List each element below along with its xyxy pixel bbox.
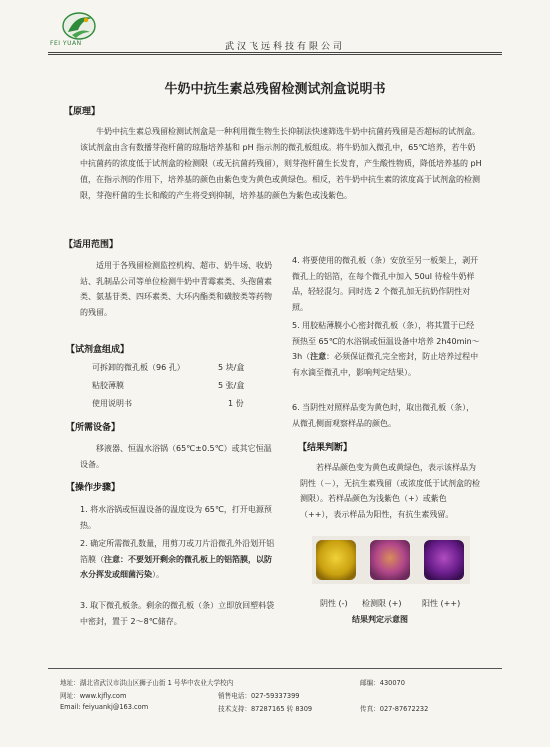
footer-sales-phone: 销售电话：027-59337399: [218, 692, 300, 700]
label-negative: 阴性 (-): [320, 599, 348, 608]
kit-item-qty: 5 张/盒: [218, 381, 245, 390]
step-3: 3. 取下微孔板条。剩余的微孔板（条）立即放回塑料袋中密封，置于 2～8℃储存。: [80, 601, 275, 626]
step-2-text: 2. 确定所需微孔数量，用剪刀或刀片沿微孔外沿划开铝箔膜（: [80, 539, 275, 564]
footer-address: 地址：湖北省武汉市洪山区狮子山街 1 号华中农业大学校内: [60, 679, 234, 687]
step-5-text: 5. 用胶粘薄膜小心密封微孔板（条），将其置于已经预热至 65℃的水浴锅或恒温设备中培养 2h40min～3h（: [292, 321, 480, 361]
step-2-note: 注意：不要划开剩余的微孔板上的铝箔膜，以防水分挥发或细菌污染: [80, 554, 272, 579]
result-color-photo: [312, 536, 470, 584]
principle-heading: 【原理】: [64, 107, 101, 117]
kit-item-qty: 1 份: [228, 399, 244, 408]
step-1: 1. 将水浴锅或恒温设备的温度设为 65℃，打开电源预热。: [80, 505, 272, 530]
figure-caption: 结果判定示意图: [352, 615, 408, 624]
step-5: [292, 318, 480, 380]
kit-heading: 【试剂盒组成】: [66, 345, 130, 355]
step-5-note: 注意: [310, 352, 327, 361]
equipment-heading: 【所需设备】: [66, 423, 121, 433]
kit-item-qty: 5 块/盒: [218, 363, 245, 372]
document-title: 牛奶中抗生素总残留检测试剂盒说明书: [164, 82, 386, 97]
step-6: 6. 当阴性对照样品变为黄色时，取出微孔板（条），从微孔侧面观察样品的颜色。: [292, 403, 475, 428]
kit-item-name: 粘胶薄膜: [92, 381, 124, 390]
header-rule: [48, 52, 502, 53]
step-5-end: ：必须保证微孔完全密封，防止培养过程中有水滴至微孔中，影响判定结果）。: [292, 352, 479, 377]
principle-text: 牛奶中抗生素总残留检测试剂盒是一种利用微生物生长抑制法快速筛选牛奶中抗菌药残留是否超标的试剂盒。该试剂盒由含有数播芽孢杆菌的琼脂培养基和 pH 指示剂的微孔板组成。将牛奶加入微孔中，65℃培养，若牛奶中抗菌药的浓度低于试剂盒的检测限（或无抗菌药残留），则芽孢杆菌生长发育，产生酸性物质，降低培养基的 pH 值，在指示剂的作用下，培养基的颜色由紫色变为黄色或黄绿色。相反，若牛奶中抗生素的浓度高于试剂盒的检测限，芽孢杆菌的生长和酸的产生将受到抑制，培养基的颜色为紫色或浅紫色。: [80, 127, 482, 200]
footer-website[interactable]: 网址：www.kjfly.com: [60, 692, 127, 700]
footer-support-phone: 技术支持：87287165 转 8309: [218, 705, 313, 713]
company-name: 武汉飞远科技有限公司: [224, 42, 345, 52]
step-2-end: ）。: [152, 570, 164, 579]
label-limit: 检测限 (+): [362, 599, 402, 608]
results-heading: 【结果判断】: [298, 443, 353, 453]
kit-item-name: 使用说明书: [92, 399, 132, 408]
results-text: 若样品颜色变为黄色或黄绿色，表示该样品为阴性（－），无抗生素残留（或浓度低于试剂盒的检测限）。若样品颜色为浅紫色（+）或紫色（++），表示样品为阳性，有抗生素残留。: [300, 463, 480, 519]
scope-heading: 【适用范围】: [64, 240, 119, 250]
footer-email[interactable]: Email: feiyuankj@163.com: [60, 703, 149, 711]
kit-item-name: 可拆卸的微孔板（96 孔）: [92, 363, 185, 372]
step-2: [80, 536, 278, 583]
step-4: 4. 将要使用的微孔板（条）安放至另一板架上，剥开微孔上的铝箔，在每个微孔中加入 50ul 待检牛奶样品，轻轻混匀。同时选 2 个微孔加无抗奶作阴性对照。: [292, 256, 479, 312]
scope-text: 适用于各残留检测监控机构、超市、奶牛场、收奶站、乳制品公司等单位检测牛奶中青霉素类、头孢菌素类、氨基苷类、四环素类、大环内酯类和磺胺类等药物的残留。: [80, 261, 272, 317]
label-positive: 阳性 (++): [422, 599, 461, 608]
logo-text: FEI YUAN: [50, 40, 82, 47]
footer-postcode: 邮编：430070: [360, 679, 405, 687]
header-rule-2: [48, 54, 502, 55]
footer-rule: [48, 668, 502, 669]
footer-fax: 传真：027-87672232: [360, 705, 429, 713]
steps-heading: 【操作步骤】: [66, 483, 121, 493]
equipment-text: 移液器、恒温水浴锅（65℃±0.5℃）或其它恒温设备。: [80, 444, 272, 469]
